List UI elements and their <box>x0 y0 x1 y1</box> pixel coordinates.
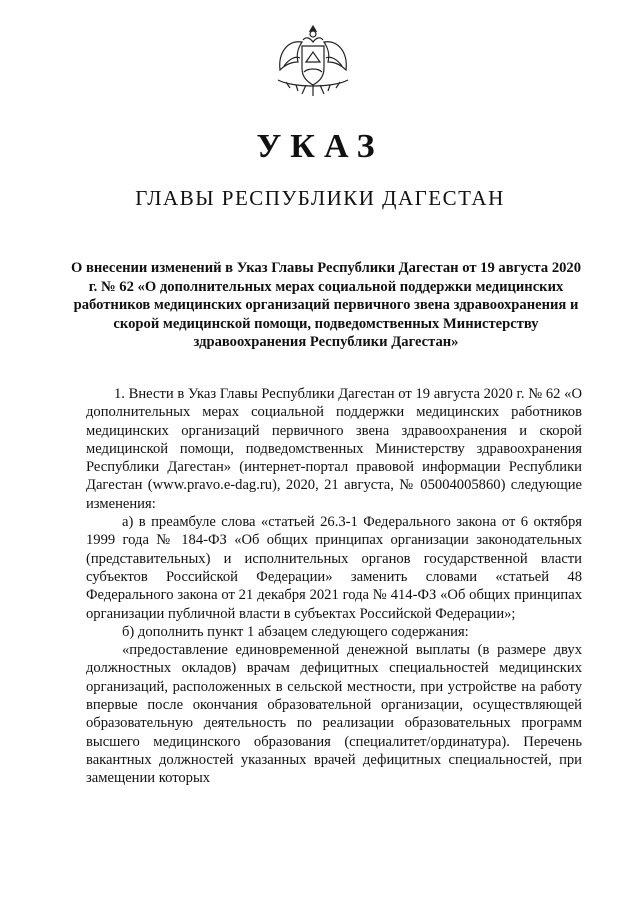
paragraph-item-a: а) в преамбуле слова «статьей 26.3-1 Федерального закона от 6 октября 1999 года № 184-ФЗ «Об общих принципах организации законодательных (представительных) и исполнительных органов государственной власти субъектов Российской Федерации» заменить словами «статьей 48 Федерального закона от 21 декабря 2021 года № 414-ФЗ «Об общих принципах организации публичной власти в субъектах Российской Федерации»; <box>86 514 582 622</box>
document-title: УКАЗ <box>256 128 384 165</box>
paragraph-item-b: б) дополнить пункт 1 абзацем следующего содержания: <box>122 623 469 640</box>
document-heading: О внесении изменений в Указ Главы Республики Дагестан от 19 августа 2020 г. № 62 «О дополнительных мерах социальной поддержки медицинских работников медицинских организаций первичного звена здравоохранения и скорой медицинской помощи, подведомственных Министерству здравоохранения Республики Дагестан» <box>70 260 582 351</box>
coat-of-arms-icon <box>268 22 358 102</box>
document-subtitle: ГЛАВЫ РЕСПУБЛИКИ ДАГЕСТАН <box>135 186 505 210</box>
paragraph-1: 1. Внести в Указ Главы Республики Дагестан от 19 августа 2020 г. № 62 «О дополнительных мерах социальной поддержки медицинских работников медицинских организаций первичного звена здравоохранения и скорой медицинской помощи, подведомственных Министерству здравоохранения Республики Дагестан» (интернет-портал правовой информации Республики Дагестан (www.pravo.e-dag.ru), 2020, 21 августа, № 05004005860) следующие изменения: <box>86 386 582 512</box>
paragraph-quote: «предоставление единовременной денежной выплаты (в размере двух должностных окладов) врачам дефицитных специальностей медицинских организаций, расположенных в сельской местности, при устройстве на работу впервые после окончания образовательной организации, осуществляющей образовательную деятельность по реализации образовательных программ высшего медицинского образования (специалитет/ординатура). Перечень вакантных должностей указанных врачей дефицитных специальностей, при замещении которых <box>86 642 582 787</box>
document-body <box>86 385 582 788</box>
